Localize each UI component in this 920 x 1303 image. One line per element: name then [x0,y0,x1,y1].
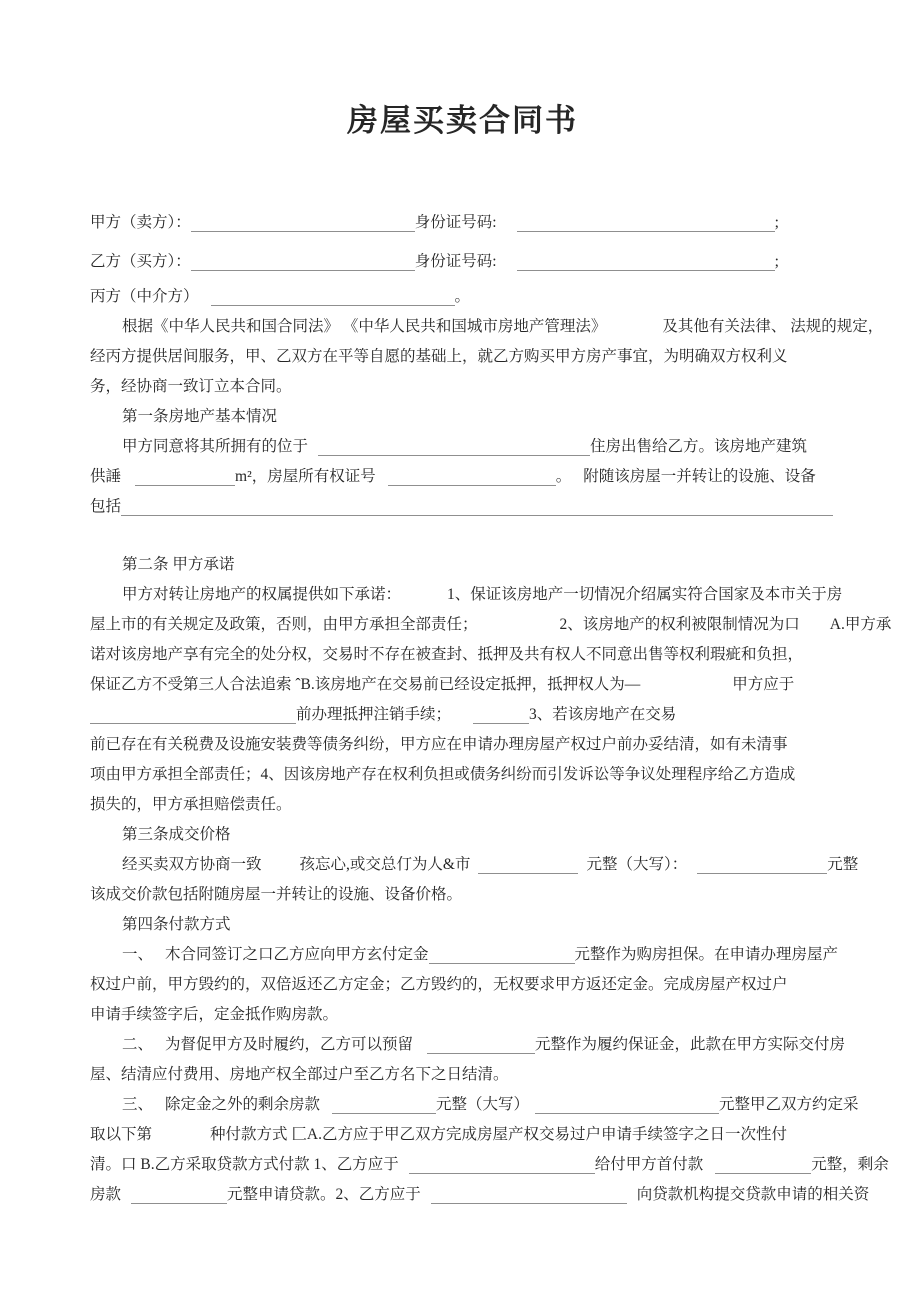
text-line [90,760,835,790]
blank-field [517,255,775,272]
text-run: 第一条房地产基本情况 [122,408,278,425]
text-line [90,1180,870,1210]
text-run: 三、 [122,1096,154,1113]
section-heading [90,820,835,850]
text-run: 权过户前，甲方毁约的，双倍返还乙方定金；乙方毁约的，无权要求甲方返还定金。完成房屋产权过户 [90,976,788,993]
spacer [478,628,560,629]
text-line [90,730,835,760]
text-run: ; [774,253,779,270]
text-line [90,610,892,640]
spacer [399,1168,409,1169]
text-run: m²，房屋所有权证号 [235,468,376,485]
text-line [90,970,835,1000]
text-line [90,492,835,522]
text-line [90,790,835,820]
text-run: 包括 [90,498,122,515]
text-run: 元整 [827,856,859,873]
text-run: 除定金之外的剩余房款 [165,1096,321,1113]
spacer [413,1048,427,1049]
blank-field [388,470,556,487]
text-line [90,670,835,700]
text-run: 种付款方式 匚A.乙方应于甲乙双方完成房屋产权交易过户申请手续签字之日一次性付 [210,1126,787,1143]
blank-field [431,1188,627,1205]
text-run: 及其他有关法律、 法规的规定， [662,318,884,335]
text-run: 务，经协商一致订立本合同。 [90,378,292,395]
section-heading [90,910,835,940]
blank-field [715,1158,811,1175]
text-line [90,1120,835,1150]
text-line [90,432,835,462]
text-line [90,342,835,372]
spacer [497,265,517,266]
text-line [90,580,843,610]
spacer [121,1198,131,1199]
party-row [90,247,835,277]
spacer [451,718,473,719]
text-run: 木合同签订之口乙方应向甲方玄付定金 [165,946,429,963]
blank-field [211,290,455,307]
blank-field [135,470,235,487]
spacer [627,1198,637,1199]
party-row [90,282,835,312]
text-run: 取以下第 [90,1126,153,1143]
text-run: A.甲方承 [829,616,892,633]
text-run: 为督促甲方及时履约，乙方可以预留 [165,1036,414,1053]
text-run: 给付甲方首付款 [594,1156,704,1173]
text-line [90,700,835,730]
blank-field [191,216,415,233]
blank-field [131,1188,227,1205]
section-heading [90,402,835,432]
text-line [90,1060,835,1090]
text-run: 元整申请贷款。2、乙方应于 [227,1186,421,1203]
text-run: 第二条 甲方承诺 [122,556,235,573]
text-run: 。 [555,468,572,485]
text-run: 元整（大写） [436,1096,530,1113]
spacer [152,1138,210,1139]
text-run: 前已存在有关税费及设施安装费等债务纠纷，甲方应在申请办理房屋产权过户前办妥结清，如有未清事 [90,736,788,753]
text-run: 前办理抵押注销手续； [296,706,452,723]
spacer [497,226,517,227]
spacer [153,958,165,959]
text-run: 元整，剩余 [811,1156,889,1173]
text-run: 清。口 B.乙方采取贷款方式付款 1、乙方应于 [90,1156,399,1173]
text-run: 诺对该房地产享有完全的处分权，交易时不存在被查封、抵押及共有权人不同意出售等权利瑕疵和负担， [90,646,804,663]
blank-field [478,858,578,875]
spacer [153,1048,165,1049]
blank-field [473,708,529,725]
party-row [90,208,835,238]
spacer [687,868,697,869]
text-run: 住房出售给乙方。该房地产建筑 [590,438,808,455]
text-run: 元整作为履约保证金，此款在甲方实际交付房 [535,1036,846,1053]
spacer [121,480,135,481]
text-run: 身份证号码: [414,253,497,270]
text-run: 2、该房地产的权利被限制情况为口 [559,616,800,633]
spacer [571,480,583,481]
text-run: 申请手续签字后，定金抵作购房款。 [90,1006,339,1023]
text-run: 元整作为购房担保。在申请办理房屋产 [574,946,839,963]
blank-field [121,500,833,517]
blank-field [318,440,590,457]
section-heading [90,550,835,580]
spacer [376,480,388,481]
spacer [606,330,662,331]
text-run: 3、若该房地产在交易 [529,706,677,723]
blank-field [191,255,415,272]
text-run: 身份证号码: [414,214,497,231]
text-run: 第三条成交价格 [122,826,231,843]
spacer [470,868,478,869]
blank-field [409,1158,595,1175]
text-run: 损失的，甲方承担赔偿责任。 [90,796,292,813]
text-run: 甲方（卖方）： [90,214,191,231]
text-run: 该成交价款包括附随房屋一并转让的设施、设备价格。 [90,886,463,903]
text-run: 孩忘心,或交总仃为人&市 [299,856,471,873]
blank-field [427,1038,535,1055]
spacer [262,868,300,869]
text-run: 。 [454,288,471,305]
text-line [90,880,835,910]
text-run: 屋上市的有关规定及政策，否则，由甲方承担全部责任； [90,616,478,633]
text-run: 丙方（中介方） [90,288,199,305]
spacer [401,598,447,599]
document-title: 房屋买卖合同书 [347,103,578,138]
text-run: 保证乙方不受第三人合法追索 ˆB.该房地产在交易前已经设定抵押，抵押权人为— [90,676,641,693]
text-run: 房款 [90,1186,122,1203]
text-run: 项由甲方承担全部责任；4、因该房地产存在权利负担或债务纠纷而引发诉讼等争议处理程序给乙方造成 [90,766,796,783]
text-run: ; [774,214,779,231]
text-line [90,940,839,970]
blank-field [697,858,827,875]
text-run: 甲方对转让房地产的权属提供如下承诺： [122,586,402,603]
spacer [153,1108,165,1109]
spacer [320,1108,332,1109]
text-line [90,1000,835,1030]
spacer [640,688,732,689]
text-line [90,312,884,342]
text-run: 甲方应于 [732,676,795,693]
text-line [90,1090,859,1120]
text-run: 向贷款机构提交贷款申请的相关资 [636,1186,870,1203]
spacer [703,1168,715,1169]
text-run: 经买卖双方协商一致 [122,856,262,873]
text-run: 第四条付款方式 [122,916,231,933]
text-line [90,1150,889,1180]
text-run: 1、保证该房地产一切情况介绍属实符合国家及本市关于房 [447,586,843,603]
text-run: 经丙方提供居间服务，甲、乙双方在平等自愿的基础上，就乙方购买甲方房产事宜，为明确双方权利义 [90,348,788,365]
spacer [800,628,830,629]
spacer [421,1198,431,1199]
blank-field [332,1098,436,1115]
text-run: 供諈 [90,468,122,485]
text-line [90,1030,846,1060]
text-line [90,372,835,402]
text-run: 根据《中华人民共和国合同法》 《中华人民共和国城市房地产管理法》 [122,318,607,335]
parties-block [90,208,835,312]
text-run: 附随该房屋一并转让的设施、设备 [583,468,816,485]
blank-field [517,216,775,233]
text-line [90,850,859,880]
text-run: 二、 [122,1036,154,1053]
text-run: 甲方同意将其所拥有的位于 [122,438,309,455]
text-run: 屋、结清应付费用、房地产权全部过户至乙方名下之日结清。 [90,1066,509,1083]
blank-field [90,708,296,725]
text-run: 元整甲乙双方约定采 [719,1096,859,1113]
text-run: 元整（大写）： [586,856,688,873]
text-line [90,640,835,670]
spacer [199,300,211,301]
blank-field [429,948,575,965]
text-run: 乙方（买方）： [90,253,191,270]
blank-field [535,1098,719,1115]
contract-body [90,312,892,1210]
text-run: 一、 [122,946,154,963]
text-line [90,462,835,492]
spacer [308,450,318,451]
